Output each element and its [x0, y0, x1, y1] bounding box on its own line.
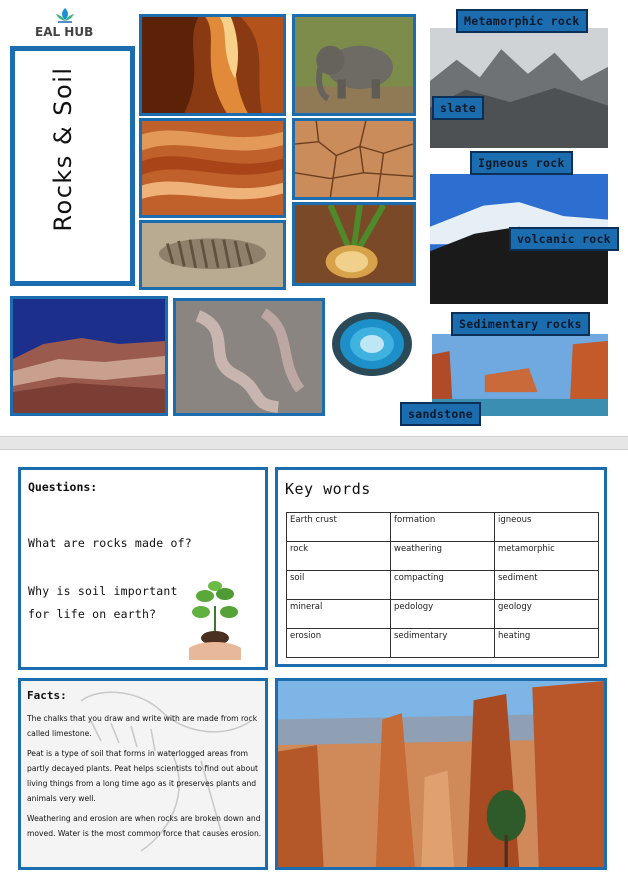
tag-slate: slate [432, 96, 484, 120]
questions-heading: Questions: [28, 480, 98, 494]
key-word-cell: soil [287, 571, 391, 600]
key-words-row [287, 542, 599, 571]
key-word-cell: mineral [287, 600, 391, 629]
key-word-cell: sediment [495, 571, 599, 600]
key-words-row [287, 513, 599, 542]
tag-metamorphic-rock: Metamorphic rock [456, 9, 588, 33]
page-title: Rocks & Soil [49, 66, 77, 232]
key-words-panel [275, 467, 607, 667]
tag-sandstone: sandstone [400, 402, 481, 426]
photo-cracked-soil [292, 118, 416, 200]
logo-text: EAL HUB [35, 25, 94, 39]
logo-icon [30, 6, 100, 26]
key-word-cell: formation [391, 513, 495, 542]
photo-footprint [139, 220, 286, 290]
page-divider [0, 436, 628, 450]
fact-1: The chalks that you draw and write with are made from rock called limestone. [27, 714, 258, 738]
key-word-cell: compacting [391, 571, 495, 600]
photo-elephant [292, 14, 416, 116]
key-word-cell: heating [495, 629, 599, 658]
photo-worms-soil [173, 298, 325, 416]
tag-sedimentary-rocks: Sedimentary rocks [451, 312, 590, 336]
key-word-cell: geology [495, 600, 599, 629]
key-word-cell: pedology [391, 600, 495, 629]
plant-in-hands-image [185, 576, 245, 660]
key-word-cell: rock [287, 542, 391, 571]
question-2-line-1: Why is soil important [28, 584, 178, 598]
key-word-cell: erosion [287, 629, 391, 658]
photo-antelope-canyon [139, 14, 286, 116]
photo-bryce-canyon [275, 678, 607, 870]
key-words-row [287, 600, 599, 629]
photo-onion-plant [292, 202, 416, 286]
question-1: What are rocks made of? [28, 536, 192, 550]
questions-panel [18, 467, 268, 670]
key-word-cell: Earth crust [287, 513, 391, 542]
fact-3: Weathering and erosion are when rocks are broken down and moved. Water is the most common force that causes erosion. [27, 814, 262, 838]
tag-igneous-rock: Igneous rock [470, 151, 573, 175]
key-words-table [286, 512, 599, 658]
key-word-cell: metamorphic [495, 542, 599, 571]
facts-heading: Facts: [27, 689, 67, 702]
photo-painted-desert [10, 296, 168, 416]
tag-volcanic-rock: volcanic rock [509, 227, 619, 251]
facts-panel [18, 678, 268, 870]
key-words-heading: Key words [285, 480, 371, 498]
photo-wave-rock [139, 118, 286, 218]
photo-agate [330, 306, 414, 378]
title-card [10, 46, 135, 286]
key-word-cell: sedimentary [391, 629, 495, 658]
photo-slate-rock [430, 28, 608, 148]
key-word-cell: weathering [391, 542, 495, 571]
key-words-row [287, 629, 599, 658]
question-2-line-2: for life on earth? [28, 607, 157, 621]
fact-2: Peat is a type of soil that forms in waterlogged areas from partly decayed plants. Peat helps scientists to find out about living things from a long time ago as it preserves plants and animals very well. [27, 749, 259, 803]
key-words-row [287, 571, 599, 600]
key-word-cell: igneous [495, 513, 599, 542]
